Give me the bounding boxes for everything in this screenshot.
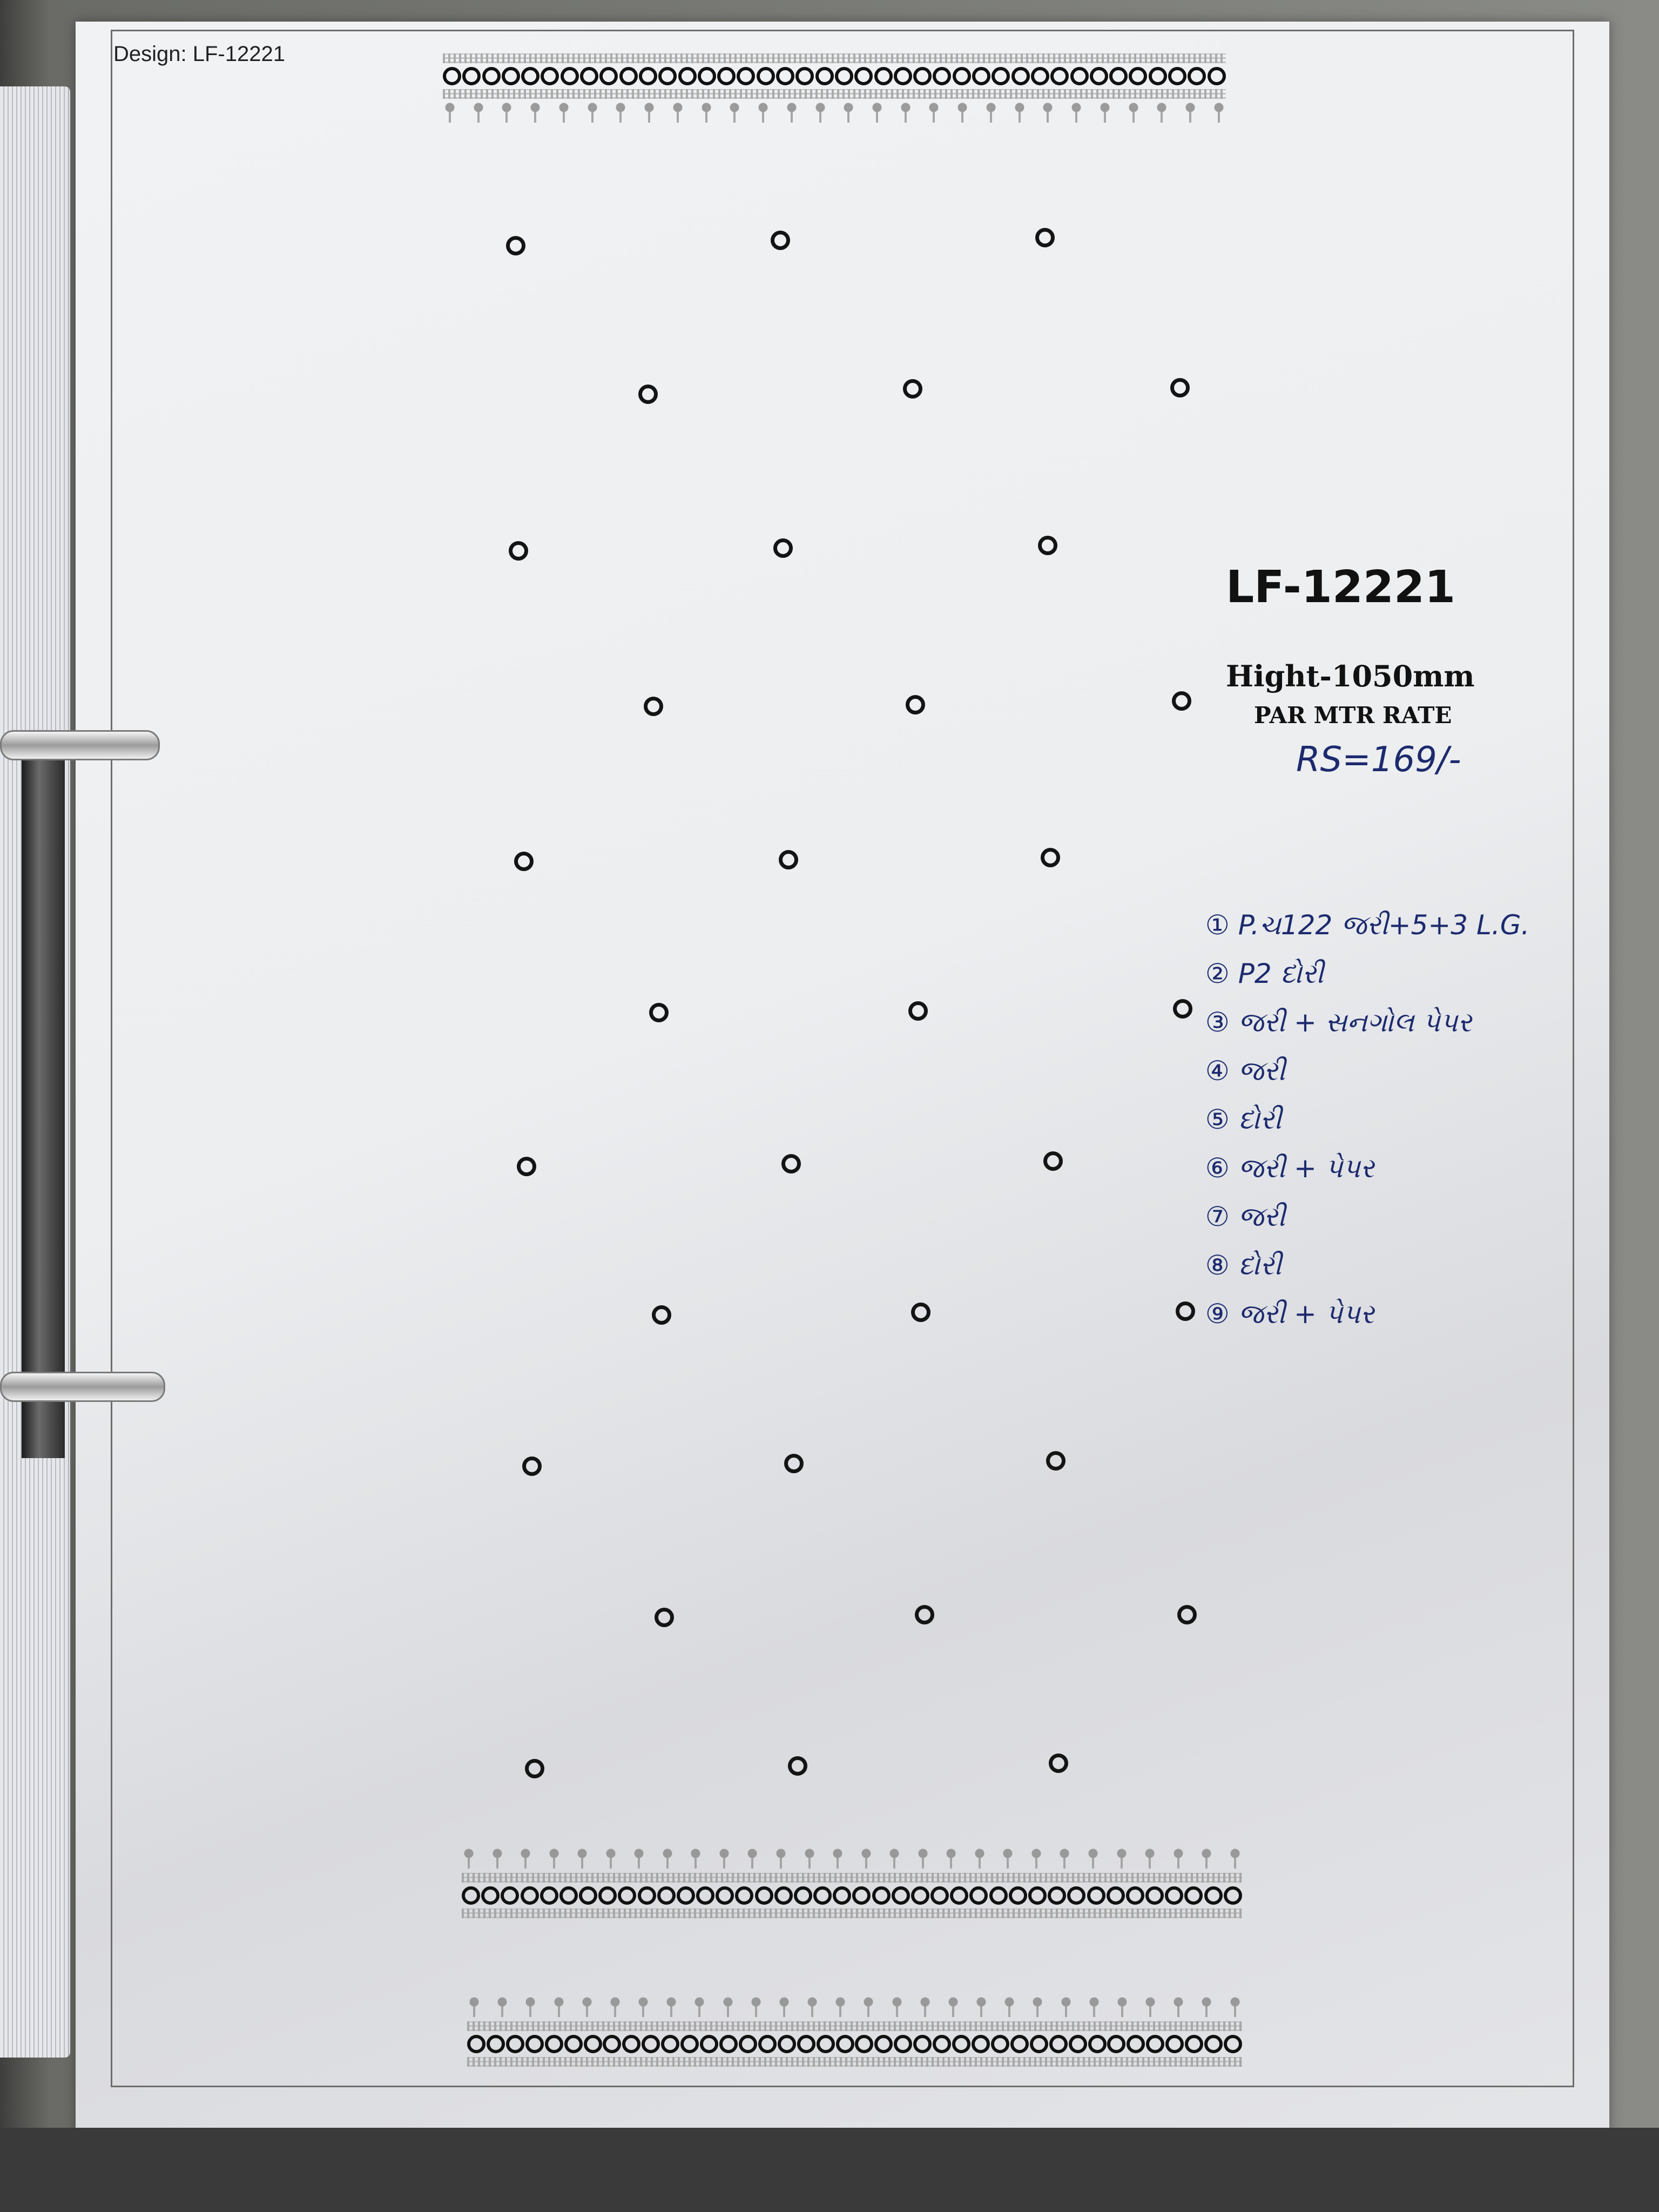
lace-motif (756, 101, 770, 123)
booti-dot (1049, 1754, 1068, 1773)
lace-motif (887, 1847, 901, 1869)
lace-bead (678, 67, 697, 85)
booti-dot (784, 1454, 804, 1473)
lace-bead (1184, 1886, 1203, 1905)
rate-label: PAR MTR RATE (1254, 702, 1452, 729)
lace-bead (658, 67, 677, 85)
booti-dot (788, 1756, 807, 1776)
lace-bead (953, 67, 971, 85)
lace-bead (1009, 1886, 1027, 1905)
booti-dot (652, 1305, 671, 1325)
lace-motif (973, 1847, 987, 1869)
lace-bead (1109, 67, 1128, 85)
lace-bead (700, 2035, 718, 2053)
booti-dot (903, 379, 922, 399)
lace-motif (1143, 1847, 1157, 1869)
lace-motif (1127, 101, 1141, 123)
lace-mesh (467, 2021, 1242, 2031)
lace-bead (642, 2035, 660, 2053)
lace-bead (698, 67, 716, 85)
lace-bead (972, 2035, 990, 2053)
lace-motif (664, 1995, 678, 2017)
handwritten-material-notes (1205, 901, 1529, 1338)
lace-bead (911, 1886, 929, 1905)
lace-motif (1199, 1995, 1213, 2017)
desk-edge (0, 2128, 1659, 2212)
lace-bead (797, 2035, 815, 2053)
lace-motif (518, 1847, 532, 1869)
lace-motif (1041, 101, 1055, 123)
lace-motif (500, 101, 514, 123)
lace-motif (721, 1995, 735, 2017)
lace-bead (991, 2035, 1009, 2053)
lace-bead (1107, 2035, 1125, 2053)
booti-dot (1043, 1151, 1063, 1171)
lace-bead (661, 2035, 679, 2053)
lace-bead (1090, 67, 1108, 85)
lace-bead (894, 67, 912, 85)
lace-motif (552, 1995, 566, 2017)
booti-dot (1046, 1451, 1065, 1471)
lace-bead (774, 1886, 793, 1905)
lace-bead (482, 67, 501, 85)
booti-dot (517, 1157, 536, 1176)
lace-motif (642, 101, 656, 123)
lace-motif (604, 1847, 618, 1869)
booti-dot (915, 1605, 934, 1624)
lace-bead (952, 2035, 970, 2053)
lace-bead (778, 2035, 796, 2053)
lace-beads (443, 65, 1226, 87)
lace-motif (580, 1995, 594, 2017)
lace-bead (1049, 2035, 1068, 2053)
lace-bead (502, 67, 520, 85)
lace-motif (636, 1995, 650, 2017)
booti-dot (779, 850, 798, 869)
lace-bead (1010, 2035, 1029, 2053)
lace-bead (874, 67, 893, 85)
lace-bead (717, 67, 736, 85)
lace-bead (716, 1886, 734, 1905)
lace-bead (1224, 2035, 1242, 2053)
lace-motif (1228, 1995, 1242, 2017)
lace-motif (944, 1847, 958, 1869)
lace-motif (1183, 101, 1197, 123)
lace-motif (1171, 1847, 1185, 1869)
booti-dot (1038, 536, 1057, 555)
lace-bead (1165, 2035, 1184, 2053)
lace-bead (1031, 67, 1049, 85)
lace-bead (933, 67, 951, 85)
lace-bead (855, 2035, 873, 2053)
booti-dot (1170, 378, 1190, 397)
lace-motif (1199, 1847, 1213, 1869)
lace-motif (1228, 1847, 1242, 1869)
lace-motif (692, 1995, 706, 2017)
lace-motif (1013, 101, 1027, 123)
lace-beads (467, 2033, 1242, 2055)
booti-dot (1176, 1301, 1195, 1321)
lace-motifs (467, 1995, 1242, 2019)
lace-bead (992, 67, 1010, 85)
lace-motif (774, 1847, 788, 1869)
lace-mesh (443, 89, 1226, 99)
lace-mesh (462, 1873, 1242, 1883)
lace-motif (727, 101, 741, 123)
lace-bead (1165, 1886, 1183, 1905)
lace-bead (1145, 1886, 1164, 1905)
booti-dot (1172, 691, 1191, 711)
lace-bead (462, 1886, 480, 1905)
lace-motif (1098, 101, 1112, 123)
lace-bead (545, 2035, 563, 2053)
booti-dot (906, 695, 925, 714)
lace-mesh (467, 2057, 1242, 2067)
lace-bead (1069, 2035, 1087, 2053)
lace-bead (1224, 1886, 1242, 1905)
lace-bead (933, 2035, 951, 2053)
lace-bead (737, 67, 755, 85)
lace-motif (841, 101, 855, 123)
lace-bead (618, 1886, 636, 1905)
note-item: ① P.ચ122 જરી+5+3 L.G. (1205, 909, 1530, 941)
lace-motif (859, 1847, 873, 1869)
lace-motif (785, 101, 799, 123)
lace-motif (831, 1847, 845, 1869)
lace-bead (815, 67, 834, 85)
lace-bead (719, 2035, 738, 2053)
lace-motif (1143, 1995, 1157, 2017)
lace-motif (632, 1847, 646, 1869)
lace-motif (575, 1847, 589, 1869)
lace-motif (523, 1995, 537, 2017)
lace-bead (1028, 1886, 1047, 1905)
lace-bead (603, 2035, 621, 2053)
lace-bead (619, 67, 638, 85)
booti-dot (1035, 228, 1055, 247)
lace-motif (1057, 1847, 1071, 1869)
lace-motif (802, 1847, 817, 1869)
lace-motif (1001, 1847, 1015, 1869)
lace-motif (495, 1995, 509, 2017)
lace-border-top (443, 51, 1226, 125)
lace-motif (1029, 1847, 1043, 1869)
lace-bead (836, 2035, 854, 2053)
lace-motif (471, 101, 485, 123)
lace-bead (813, 1886, 832, 1905)
binder-ring-top (0, 730, 160, 760)
lace-motif (813, 101, 827, 123)
lace-motif (467, 1995, 481, 2017)
lace-motif (749, 1995, 763, 2017)
lace-motif (1087, 1995, 1101, 2017)
booti-dot (514, 852, 534, 871)
lace-bead (564, 2035, 583, 2053)
lace-motif (557, 101, 571, 123)
lace-motif (1030, 1995, 1044, 2017)
lace-bead (913, 67, 932, 85)
note-item: ⑨ જરી + પેપર (1205, 1298, 1374, 1330)
lace-bead (835, 67, 853, 85)
lace-bead (1107, 1886, 1125, 1905)
lace-bead (739, 2035, 757, 2053)
lace-bead (696, 1886, 714, 1905)
binder-ring-bottom (0, 1372, 165, 1402)
note-item: ⑧ દોરી (1205, 1250, 1282, 1281)
lace-bead (525, 2035, 544, 2053)
lace-bead (677, 1886, 695, 1905)
lace-motif (1002, 1995, 1016, 2017)
note-item: ② P2 દોરી (1205, 958, 1324, 989)
lace-bead (930, 1886, 949, 1905)
lace-bead (584, 2035, 602, 2053)
lace-mesh (443, 53, 1226, 63)
lace-bead (443, 67, 461, 85)
note-item: ⑥ જરી + પેપર (1205, 1152, 1374, 1184)
lace-bead (1168, 67, 1186, 85)
lace-bead (1129, 67, 1147, 85)
lace-motifs (462, 1847, 1242, 1871)
lace-bead (1050, 67, 1069, 85)
lace-bead (852, 1886, 871, 1905)
lace-bead (874, 2035, 893, 2053)
lace-bead (521, 1886, 539, 1905)
booti-dot (506, 236, 525, 255)
lace-bead (1030, 2035, 1048, 2053)
lace-motif (1171, 1995, 1185, 2017)
lace-bead (1087, 1886, 1105, 1905)
lace-motif (890, 1995, 904, 2017)
booti-dot (771, 231, 790, 250)
lace-motif (1115, 1995, 1129, 2017)
lace-bead (462, 67, 481, 85)
lace-motif (833, 1995, 847, 2017)
lace-bead (755, 1886, 773, 1905)
design-code-title: LF-12221 (1226, 562, 1456, 613)
lace-bead (639, 67, 657, 85)
lace-bead (969, 1886, 988, 1905)
lace-motif (462, 1847, 476, 1869)
lace-bead (1126, 1886, 1144, 1905)
booti-dot (1177, 1605, 1197, 1624)
lace-motif (918, 1995, 932, 2017)
lace-bead (989, 1886, 1008, 1905)
lace-motif (927, 101, 941, 123)
lace-motif (1069, 101, 1083, 123)
lace-motif (984, 101, 998, 123)
lace-bead (795, 67, 814, 85)
lace-bead (1067, 1886, 1085, 1905)
lace-bead (776, 67, 794, 85)
booti-dot (1041, 848, 1060, 867)
lace-motif (660, 1847, 675, 1869)
lace-bead (1088, 2035, 1107, 2053)
lace-motifs (443, 101, 1226, 125)
lace-bead (1204, 2035, 1223, 2053)
lace-motif (585, 101, 599, 123)
lace-bead (638, 1886, 656, 1905)
lace-bead (487, 2035, 505, 2053)
lace-bead (506, 2035, 524, 2053)
lace-bead (579, 1886, 597, 1905)
lace-motif (613, 101, 628, 123)
lace-bead (1048, 1886, 1066, 1905)
lace-bead (599, 67, 618, 85)
lace-mesh (462, 1908, 1242, 1918)
lace-bead (680, 2035, 699, 2053)
note-item: ③ જરી + સનગોલ પેપર (1205, 1007, 1472, 1038)
lace-motif (443, 101, 457, 123)
lace-bead (1070, 67, 1089, 85)
booti-dot (509, 541, 528, 561)
lace-motif (899, 101, 913, 123)
lace-motif (528, 101, 542, 123)
booti-dot (638, 385, 658, 404)
lace-bead (735, 1886, 753, 1905)
lace-bead (1208, 67, 1226, 85)
lace-bead (894, 2035, 912, 2053)
lace-bead (540, 1886, 558, 1905)
lace-bead (501, 1886, 519, 1905)
lace-bead (1011, 67, 1030, 85)
lace-beads (462, 1885, 1242, 1906)
booti-dot (525, 1759, 544, 1778)
booti-dot (908, 1001, 928, 1021)
lace-bead (467, 2035, 485, 2053)
lace-bead (1149, 67, 1167, 85)
lace-bead (892, 1886, 910, 1905)
lace-bead (481, 1886, 500, 1905)
lace-motif (745, 1847, 759, 1869)
booti-dot (522, 1456, 542, 1476)
lace-motif (671, 101, 685, 123)
booti-dot (1173, 999, 1192, 1019)
lace-motif (1059, 1995, 1073, 2017)
binder-spine (22, 756, 65, 1458)
lace-bead (561, 67, 579, 85)
lace-motif (699, 101, 713, 123)
lace-border-bottom-2 (467, 1995, 1242, 2069)
booti-dot (781, 1154, 801, 1174)
height-spec: Hight-1050mm (1226, 659, 1475, 693)
lace-motif (1115, 1847, 1129, 1869)
lace-motif (1212, 101, 1226, 123)
lace-bead (758, 2035, 777, 2053)
lace-bead (541, 67, 559, 85)
lace-motif (1155, 101, 1169, 123)
booti-dot (655, 1608, 674, 1627)
lace-bead (950, 1886, 968, 1905)
lace-motif (490, 1847, 504, 1869)
lace-bead (1127, 2035, 1145, 2053)
lace-bead (757, 67, 775, 85)
lace-bead (622, 2035, 640, 2053)
lace-bead (1185, 2035, 1203, 2053)
lace-bead (559, 1886, 578, 1905)
booti-dot (649, 1003, 669, 1022)
lace-bead (972, 67, 990, 85)
booti-dot (644, 697, 663, 716)
lace-bead (1188, 67, 1206, 85)
lace-bead (580, 67, 598, 85)
lace-motif (955, 101, 969, 123)
lace-bead (598, 1886, 617, 1905)
lace-motif (946, 1995, 960, 2017)
lace-bead (1146, 2035, 1164, 2053)
lace-motif (689, 1847, 703, 1869)
booti-dot (911, 1303, 930, 1322)
lace-bead (854, 67, 873, 85)
lace-motif (547, 1847, 561, 1869)
handwritten-price: RS=169/- (1296, 740, 1461, 780)
lace-motif (777, 1995, 791, 2017)
lace-motif (1086, 1847, 1100, 1869)
lace-bead (833, 1886, 851, 1905)
lace-motif (916, 1847, 930, 1869)
note-item: ⑦ જરી (1205, 1201, 1286, 1232)
note-item: ⑤ દોરી (1205, 1104, 1282, 1135)
lace-bead (521, 67, 539, 85)
design-label: Design: LF-12221 (113, 42, 285, 66)
lace-bead (872, 1886, 891, 1905)
lace-bead (1204, 1886, 1223, 1905)
lace-bead (817, 2035, 835, 2053)
lace-motif (717, 1847, 731, 1869)
lace-bead (913, 2035, 932, 2053)
lace-bead (794, 1886, 812, 1905)
lace-motif (608, 1995, 622, 2017)
lace-motif (870, 101, 884, 123)
lace-bead (657, 1886, 676, 1905)
booti-dot (773, 538, 793, 558)
lace-motif (805, 1995, 819, 2017)
note-item: ④ જરી (1205, 1055, 1286, 1087)
lace-border-bottom-1 (462, 1847, 1242, 1920)
lace-motif (974, 1995, 988, 2017)
lace-motif (861, 1995, 875, 2017)
